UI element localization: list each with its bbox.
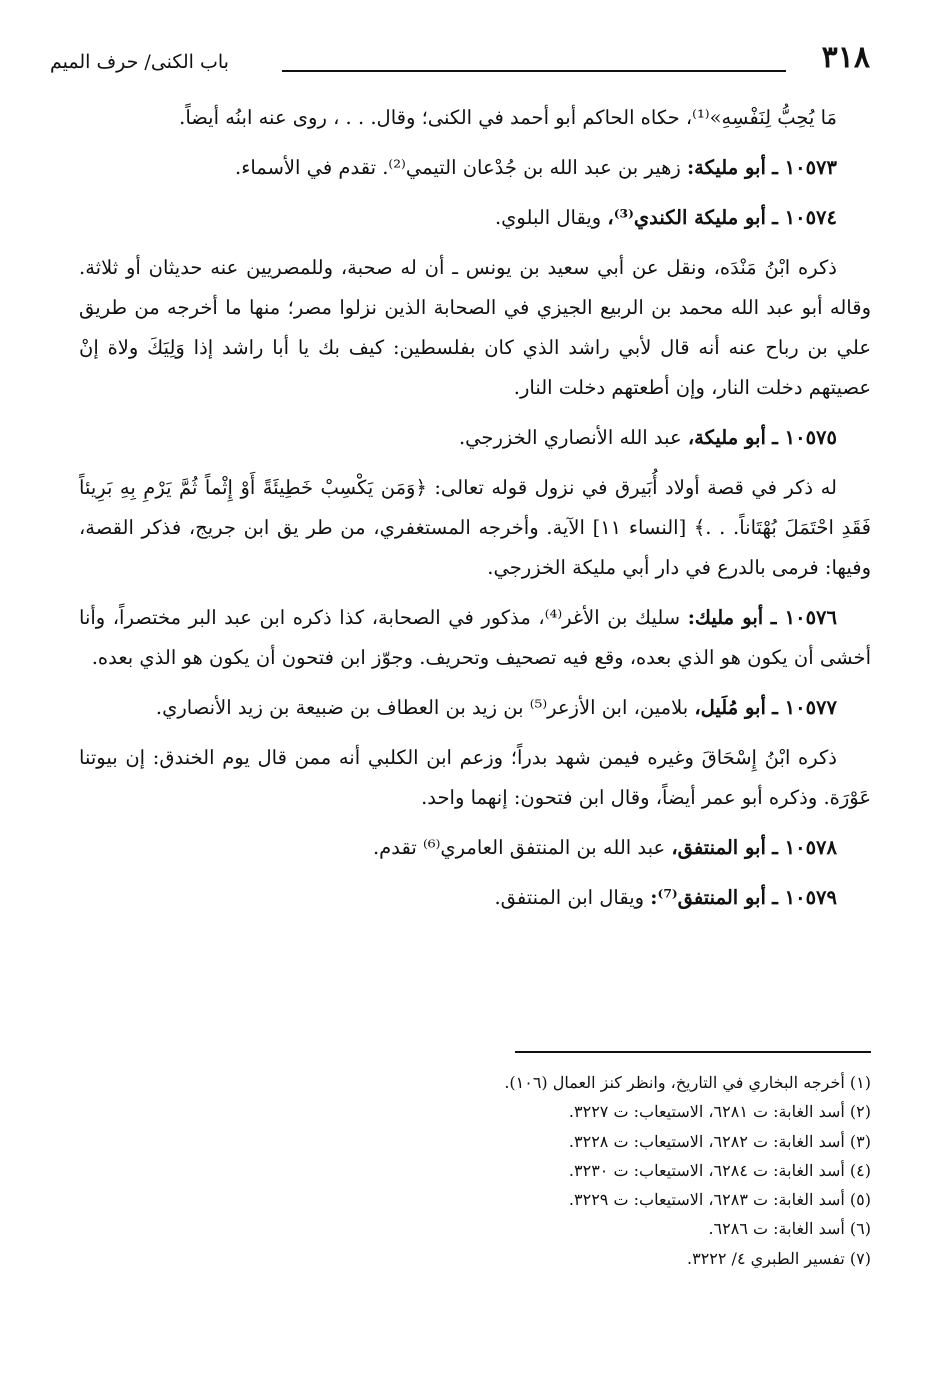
entry-name: أبو المنتفق⁽⁷⁾: (650, 886, 766, 909)
entry-10577 (79, 688, 871, 728)
entry-name: أبو مليك: (687, 606, 764, 629)
paragraph-text: ذكره ابْنُ مَنْدَه، ونقل عن أبي سعيد بن يونس ـ أن له صحبة، وللمصريين عنه حديثان أو ثلاثة. وقاله أبو عبد الله محمد بن الربيع الجيزي في الصحابة الذين نزلوا مصر؛ منها ما أخرجه من طريق علي بن رباح عنه أنه قال لأبي راشد الذي كان بفلسطين: كيف بك يا أبا راشد إذا وَلِيَكَ ولاة إنْ عصيتهم دخلت النار، وإن أطعتهم دخلت النار. (79, 256, 871, 399)
paragraph-text: له ذكر في قصة أولاد أُبَيرق في نزول قوله تعالى: ﴿وَمَن يَكْسِبْ خَطِيئَةً أَوْ إِثْماً ثُمَّ يَرْمِ بِهِ بَرِيئاً فَقَدِ احْتَمَلَ بُهْتَاناً. . .﴾ [النساء ١١] الآية. وأخرجه المستغفري، من طر يق ابن جريج، فذكر القصة، وفيها: فرمى بالدرع في دار أبي مليكة الخزرجي. (79, 476, 871, 579)
header-rule (282, 70, 786, 72)
entry-number: ١٠٥٧٤ ـ (772, 206, 837, 229)
header-title: باب الكنى/ حرف الميم (50, 51, 229, 73)
page-number: ٣١٨ (821, 40, 870, 75)
paragraph-ibn-ishaq (79, 738, 871, 818)
entry-10574 (79, 198, 871, 238)
footnote-6: (٦) أسد الغابة: ت ٦٢٨٦. (708, 1219, 871, 1239)
entry-text: ويقال ابن المنتفق. (494, 886, 645, 909)
entry-text: سليك بن الأغر⁽⁴⁾، مذكور في الصحابة، كذا ذكره ابن عبد البر مختصراً، وأنا أخشى أن يكون هو الذي بعده، وقع فيه تصحيف وتحريف. وجوّز ابن فتحون أن يكون هو الذي بعده. (79, 606, 871, 669)
running-head (50, 38, 870, 84)
entry-number: ١٠٥٧٨ ـ (772, 836, 837, 859)
entry-10576 (79, 598, 871, 678)
footnotes (79, 1068, 871, 1273)
footnote-2: (٢) أسد الغابة: ت ٦٢٨١، الاستيعاب: ت ٣٢٢٧. (568, 1102, 871, 1122)
footnote-7: (٧) تفسير الطبري ٤/ ٣٢٢٢. (687, 1248, 871, 1268)
footnote-5: (٥) أسد الغابة: ت ٦٢٨٣، الاستيعاب: ت ٣٢٢٩. (568, 1190, 871, 1210)
paragraph-continuation (79, 98, 871, 138)
entry-number: ١٠٥٧٥ ـ (772, 426, 837, 449)
entry-number: ١٠٥٧٣ ـ (772, 156, 837, 179)
entry-text: زهير بن عبد الله بن جُدْعان التيمي⁽²⁾. تقدم في الأسماء. (235, 156, 681, 179)
entry-number: ١٠٥٧٩ ـ (772, 886, 837, 909)
footnote-rule (515, 1051, 871, 1053)
entry-text: ويقال البلوي. (494, 206, 602, 229)
entry-number: ١٠٥٧٦ ـ (770, 606, 838, 629)
paragraph-text: مَا يُحِبُّ لِنَفْسِهِ»⁽¹⁾، حكاه الحاكم أبو أحمد في الكنى؛ وقال. . . ، روى عنه ابنُه أيضاً. (179, 106, 837, 129)
entry-10575 (79, 418, 871, 458)
body-text (79, 98, 871, 928)
entry-name: أبو مُلَيل، (694, 696, 766, 719)
footnote-4: (٤) أسد الغابة: ت ٦٢٨٤، الاستيعاب: ت ٣٢٣٠. (568, 1160, 871, 1180)
paragraph-ubayriq (79, 468, 871, 588)
entry-name: أبو مليكة، (687, 426, 766, 449)
paragraph-text: ذكره ابْنُ إِسْحَاقَ وغيره فيمن شهد بدراً؛ وزعم ابن الكلبي أنه ممن قال يوم الخندق: إن بيوتنا عَوْرَة. وذكره أبو عمر أيضاً، وقال ابن فتحون: إنهما واحد. (79, 746, 871, 809)
entry-text: عبد الله الأنصاري الخزرجي. (458, 426, 682, 449)
entry-name: أبو المنتفق، (671, 836, 766, 859)
entry-text: عبد الله بن المنتفق العامري⁽⁶⁾ تقدم. (372, 836, 666, 859)
entry-text: بلامين، ابن الأزعر⁽⁵⁾ بن زيد بن العطاف بن ضبيعة بن زيد الأنصاري. (155, 696, 689, 719)
entry-name: أبو مليكة: (686, 156, 766, 179)
footnote-3: (٣) أسد الغابة: ت ٦٢٨٢، الاستيعاب: ت ٣٢٢٨. (568, 1131, 871, 1151)
entry-10579 (79, 878, 871, 918)
paragraph-ibn-mandah (79, 248, 871, 408)
entry-name: أبو مليكة الكندي⁽³⁾، (607, 206, 766, 229)
entry-10578 (79, 828, 871, 868)
entry-10573 (79, 148, 871, 188)
entry-number: ١٠٥٧٧ ـ (772, 696, 837, 719)
footnote-1: (١) أخرجه البخاري في التاريخ، وانظر كنز العمال (١٠٦). (504, 1073, 871, 1092)
